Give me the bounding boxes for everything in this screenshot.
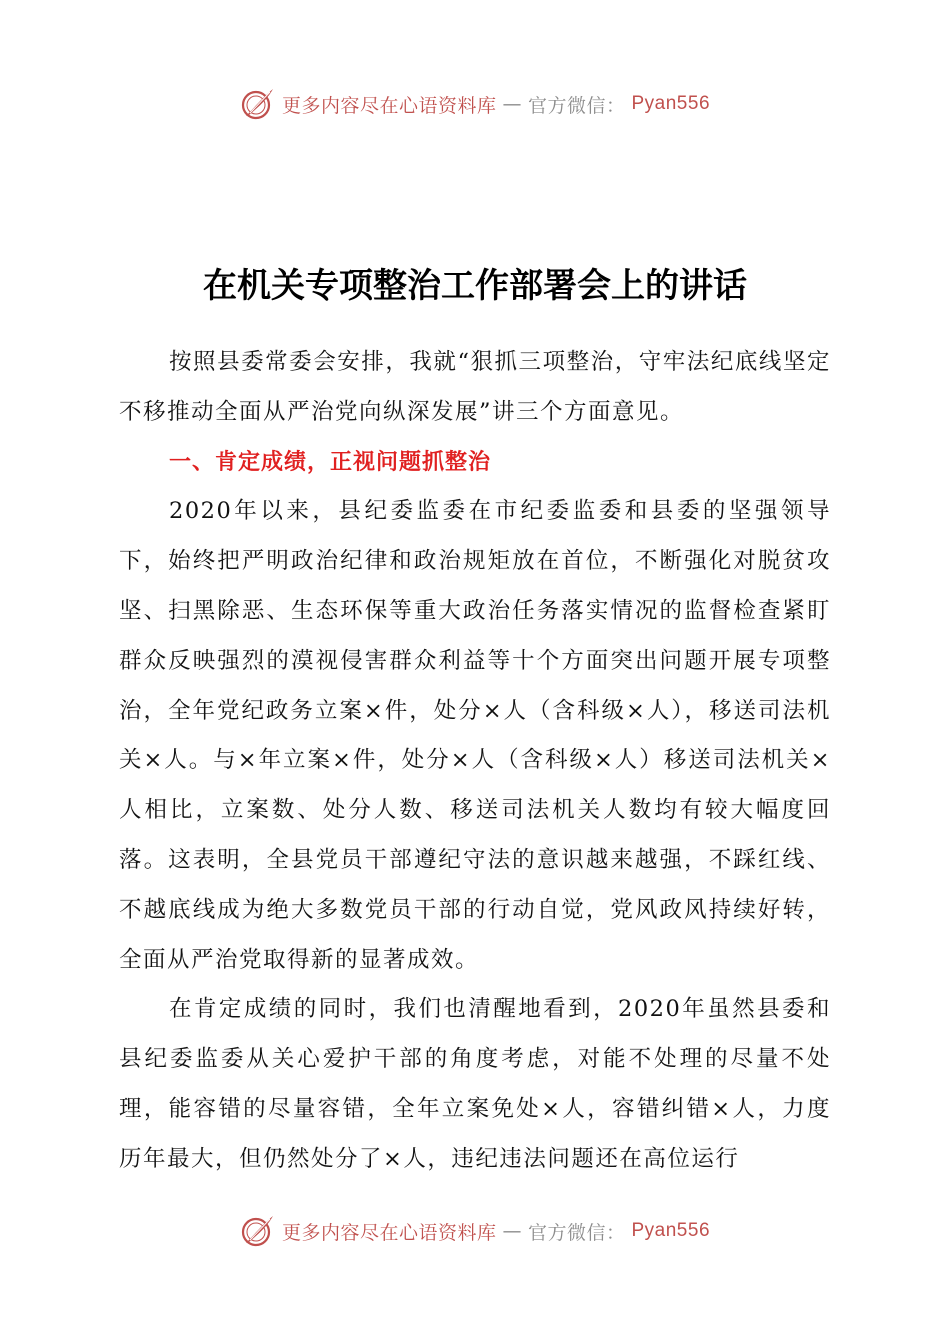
section-heading-1: 一、肯定成绩，正视问题抓整治 (169, 449, 492, 475)
paragraph-intro: 按照县委常委会安排，我就“狠抓三项整治，守牢法纪底线坚定不移推动全面从严治党向纵深发展”讲三个方面意见。 (119, 349, 831, 425)
paragraph-achievements: 2020年以来，县纪委监委在市纪委监委和县委的坚强领导下，始终把严明政治纪律和政治规矩放在首位，不断强化对脱贫攻坚、扫黑除恶、生态环保等重大政治任务落实情况的监督检查紧盯群众反映强烈的漠视侵害群众利益等十个方面突出问题开展专项整治，全年党纪政务立案×件，处分×人（含科级×人），移送司法机关×人。与×年立案×件，处分×人（含科级×人）移送司法机关×人相比，立案数、处分人数、移送司法机关人数均有较大幅度回落。这表明，全县党员干部遵纪守法的意识越来越强，不踩红线、不越底线成为绝大多数党员干部的行动自觉，党风政风持续好转，全面从严治党取得新的显著成效。 (119, 498, 831, 973)
watermark-contact-label: 官方微信： (527, 94, 626, 117)
quill-logo-icon (240, 1213, 276, 1249)
document-body (119, 338, 831, 1185)
document-title: 在机关专项整治工作部署会上的讲话 (203, 266, 747, 306)
watermark-contact-label: 官方微信： (527, 1221, 626, 1244)
watermark-contact-id: Pyan556 (631, 93, 711, 114)
paragraph-problems: 在肯定成绩的同时，我们也清醒地看到，2020年虽然县委和县纪委监委从关心爱护干部的角度考虑，对能不处理的尽量不处理，能容错的尽量容错，全年立案免处×人，容错纠错×人，力度历年最大，但仍然处分了×人，违纪违法问题还在高位运行 (119, 996, 831, 1172)
watermark-separator: — (502, 1220, 522, 1242)
watermark-main-text: 更多内容尽在心语资料库 (281, 94, 497, 117)
watermark-main-text: 更多内容尽在心语资料库 (281, 1221, 497, 1244)
watermark-contact-id: Pyan556 (631, 1220, 711, 1241)
watermark-separator: — (502, 93, 522, 115)
footer-watermark (0, 1211, 950, 1251)
quill-logo-icon (240, 86, 276, 122)
header-watermark (0, 84, 950, 124)
